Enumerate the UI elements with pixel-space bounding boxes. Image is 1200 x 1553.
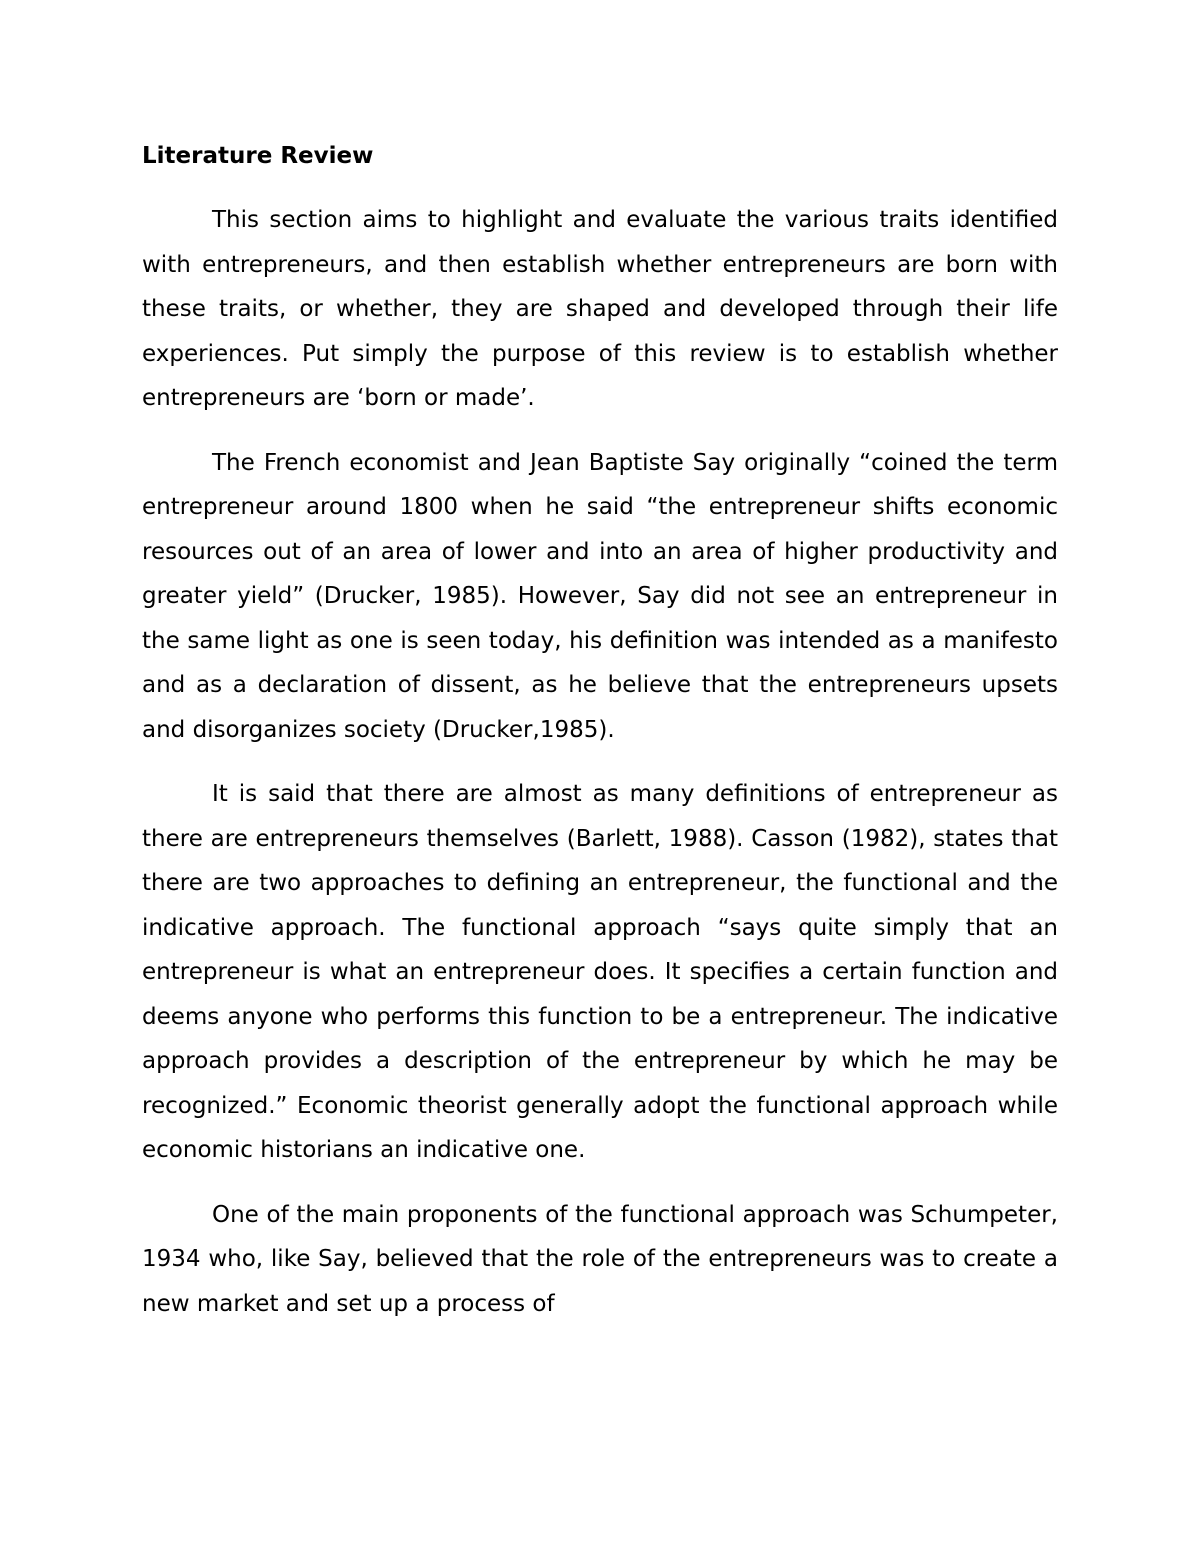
paragraph-say: The French economist and Jean Baptiste Say originally “coined the term entrepreneur around 1800 when he said “the entrepreneur shifts economic resources out of an area of lower and into an area of higher productivity and greater yield” (Drucker, 1985). However, Say did not see an entrepreneur in the same light as one is seen today, his definition was intended as a manifesto and as a declaration of dissent, as he believe that the entrepreneurs upsets and disorganizes society (Drucker,1985). bbox=[142, 449, 1058, 743]
paragraph-definitions: It is said that there are almost as many definitions of entrepreneur as there are entrepreneurs themselves (Barlett, 1988). Casson (1982), states that there are two approaches to defining an entrepreneur, the functional and the indicative approach. The functional approach “says quite simply that an entrepreneur is what an entrepreneur does. It specifies a certain function and deems anyone who performs this function to be a entrepreneur. The indicative approach provides a description of the entrepreneur by which he may be recognized.” Economic theorist generally adopt the functional approach while economic historians an indicative one. bbox=[142, 781, 1058, 1163]
section-heading: Literature Review bbox=[142, 143, 374, 169]
document-body bbox=[142, 136, 1058, 1326]
paragraph-schumpeter: One of the main proponents of the functional approach was Schumpeter, 1934 who, like Say, believed that the role of the entrepreneurs was to create a new market and set up a process of bbox=[142, 1201, 1058, 1317]
paragraph-intro: This section aims to highlight and evaluate the various traits identified with entrepreneurs, and then establish whether entrepreneurs are born with these traits, or whether, they are shaped and developed through their life experiences. Put simply the purpose of this review is to establish whether entrepreneurs are ‘born or made’. bbox=[142, 207, 1058, 411]
